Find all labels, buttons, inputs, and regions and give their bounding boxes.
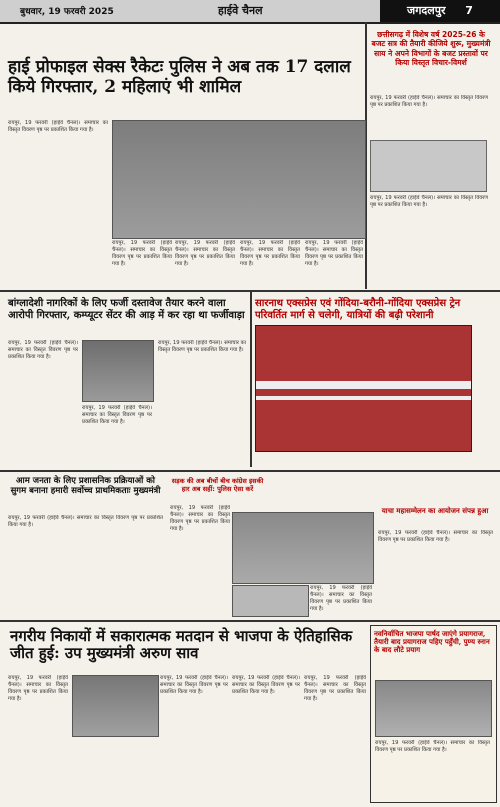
story-body: रायपुर, 19 फरवरी (हाईवे चैनल)। समाचार का विस्तृत विवरण पृष्ठ पर प्रकाशित किया गया है। xyxy=(160,675,228,695)
story-body: रायपुर, 19 फरवरी (हाईवे चैनल)। समाचार का विस्तृत विवरण पृष्ठ पर प्रकाशित किया गया है। xyxy=(8,340,78,360)
story-body: रायपुर, 19 फरवरी (हाईवे चैनल)। समाचार का विस्तृत विवरण पृष्ठ पर प्रकाशित किया गया है। xyxy=(170,505,230,532)
news-photo xyxy=(112,120,366,239)
train-stripe xyxy=(256,396,471,400)
train-stripe xyxy=(256,381,471,389)
story-body: रायपुर, 19 फरवरी (हाईवे चैनल)। समाचार का विस्तृत विवरण पृष्ठ पर प्रकाशित किया गया है। xyxy=(8,675,68,702)
middle-right-headline: सारनाथ एक्सप्रेस एवं गोंदिया-बरौनी-गोंदिया एक्सप्रेस ट्रेन परिवर्तित मार्ग से चलेगी, यात्रियों की बढ़ी परेशानी xyxy=(255,298,461,321)
right-top-headline: छत्तीसगढ़ में विशेष वर्ष 2025-26 के बजट सत्र की तैयारी कीजिये शुरू, मुख्यमंत्री साय ने अपने विभागों के बजट प्रस्तावों पर किया विस्तृत विचार-विमर्श xyxy=(371,30,491,68)
story-body: रायपुर, 19 फरवरी (हाईवे चैनल)। समाचार का विस्तृत विवरण पृष्ठ पर प्रकाशित किया गया है। xyxy=(8,515,163,528)
section-divider xyxy=(0,470,500,472)
story-body: रायपुर, 19 फरवरी (हाईवे चैनल)। समाचार का विस्तृत विवरण पृष्ठ पर प्रकाशित किया गया है। xyxy=(232,675,300,695)
bottom-right-headline: नवनिर्वाचित भाजपा पार्षद जाएंगे प्रयागराज, तैयारी बाद प्रयागराज पहिए पहुँची, पुण्य स्नान के बाद लौटे प्रयाग xyxy=(374,629,490,655)
issue-date: बुधवार, 19 फरवरी 2025 xyxy=(20,7,114,17)
lower-right-headline: याचा महासम्मेलन का आयोजन संपन्न हुआ xyxy=(381,506,489,515)
story-body: रायपुर, 19 फरवरी (हाईवे चैनल)। समाचार का विस्तृत विवरण पृष्ठ पर प्रकाशित किया गया है। xyxy=(370,95,488,108)
section-divider xyxy=(0,620,500,622)
bottom-headline: नगरीय निकायों में सकारात्मक मतदान से भाजपा के ऐतिहासिक जीत हुई: उप मुख्यमंत्री अरुण साव xyxy=(10,627,353,663)
cm-portrait xyxy=(370,140,487,192)
column-divider xyxy=(250,292,252,467)
story-body: रायपुर, 19 फरवरी (हाईवे चैनल)। समाचार का विस्तृत विवरण पृष्ठ पर प्रकाशित किया गया है। xyxy=(158,340,246,353)
story-body: रायपुर, 19 फरवरी (हाईवे चैनल)। समाचार का विस्तृत विवरण पृष्ठ पर प्रकाशित किया गया है। xyxy=(112,240,172,267)
train-photo xyxy=(255,325,472,452)
story-body: रायपुर, 19 फरवरी (हाईवे चैनल)। समाचार का विस्तृत विवरण पृष्ठ पर प्रकाशित किया गया है। xyxy=(378,530,493,543)
story-body: रायपुर, 19 फरवरी (हाईवे चैनल)। समाचार का विस्तृत विवरण पृष्ठ पर प्रकाशित किया गया है। xyxy=(8,120,108,133)
arrest-photo xyxy=(82,340,154,402)
paper-name: हाईवे चैनल xyxy=(218,4,263,17)
meeting-photo xyxy=(232,512,374,584)
top-headline: हाई प्रोफाइल सेक्स रैकेटः पुलिस ने अब तक 17 दलाल किये गिरफ्तार, 2 महिलाएं भी शामिल xyxy=(8,57,351,97)
story-body: रायपुर, 19 फरवरी (हाईवे चैनल)। समाचार का विस्तृत विवरण पृष्ठ पर प्रकाशित किया गया है। xyxy=(375,740,490,753)
edition-city: जगदलपुर xyxy=(407,4,446,17)
leader-photo xyxy=(72,675,159,737)
story-body: रायपुर, 19 फरवरी (हाईवे चैनल)। समाचार का विस्तृत विवरण पृष्ठ पर प्रकाशित किया गया है। xyxy=(305,240,363,267)
group-photo xyxy=(375,680,492,737)
story-body: रायपुर, 19 फरवरी (हाईवे चैनल)। समाचार का विस्तृत विवरण पृष्ठ पर प्रकाशित किया गया है। xyxy=(240,240,300,267)
story-body: रायपुर, 19 फरवरी (हाईवे चैनल)। समाचार का विस्तृत विवरण पृष्ठ पर प्रकाशित किया गया है। xyxy=(82,405,152,425)
story-body: रायपुर, 19 फरवरी (हाईवे चैनल)। समाचार का विस्तृत विवरण पृष्ठ पर प्रकाशित किया गया है। xyxy=(304,675,366,702)
edition-city-and-page xyxy=(380,0,500,22)
story-body: रायपुर, 19 फरवरी (हाईवे चैनल)। समाचार का विस्तृत विवरण पृष्ठ पर प्रकाशित किया गया है। xyxy=(370,195,488,208)
lower-mid-headline: सड़क की अब बीचों बीच कांग्रेस इसकी हार अब सहीं: पुलिस ऐसा करें xyxy=(171,477,264,494)
page-header xyxy=(0,0,500,24)
page-number: 7 xyxy=(465,4,473,17)
middle-left-headline: बांग्लादेशी नागरिकों के लिए फर्जी दस्तावेज तैयार करने वाला आरोपी गिरफ्तार, कम्प्यूटर सेंटर की आड़ में कर रहा था फर्जीवाड़ा xyxy=(8,298,245,321)
story-body: रायपुर, 19 फरवरी (हाईवे चैनल)। समाचार का विस्तृत विवरण पृष्ठ पर प्रकाशित किया गया है। xyxy=(175,240,235,267)
lower-left-headline: आम जनता के लिए प्रशासनिक प्रक्रियाओं को सुगम बनाना हमारी सर्वोच्च प्राथमिकताः मुख्यमंत्री xyxy=(10,476,161,496)
story-body: रायपुर, 19 फरवरी (हाईवे चैनल)। समाचार का विस्तृत विवरण पृष्ठ पर प्रकाशित किया गया है। xyxy=(310,585,372,612)
portrait-photo xyxy=(232,585,309,617)
